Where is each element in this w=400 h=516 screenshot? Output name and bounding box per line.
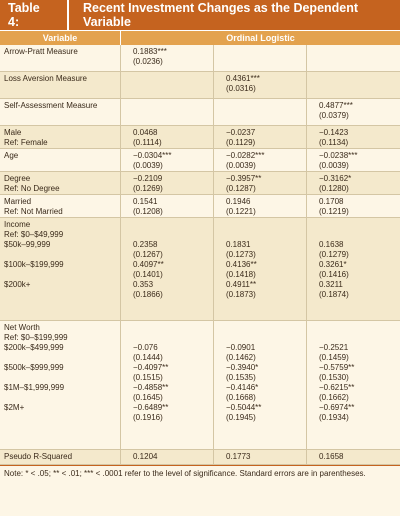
coefficient-value: 0.4136** [226,260,257,269]
coefficient-value: (0.1874) [319,290,349,299]
variable-cell [0,218,120,320]
variable-label [4,250,116,260]
coefficient-value: −0.076 [133,343,158,352]
coefficient-value: (0.1401) [133,270,163,279]
model-column-header: Ordinal Logistic [226,33,295,43]
model2-cell [213,321,306,449]
table-row [0,99,400,126]
model1-cell [120,45,213,71]
model1-cell [120,218,213,320]
variable-label [4,373,116,383]
coefficient-value: 0.1204 [133,452,158,461]
model1-cell [120,99,213,125]
coefficient-value: −0.3957** [226,174,262,183]
coefficient-value: (0.1267) [133,250,163,259]
coefficient-value: −0.3162* [319,174,352,183]
coefficient-value [133,220,209,230]
coefficient-value: (0.1416) [319,270,349,279]
coefficient-value: 0.1946 [226,197,251,206]
model3-cell [306,172,399,194]
coefficient-value: (0.1945) [226,413,256,422]
coefficient-value: (0.0236) [133,57,163,66]
table-row [0,195,400,218]
coefficient-value: (0.0316) [226,84,256,93]
coefficient-value: −0.4097** [133,363,169,372]
results-table [0,45,400,465]
table-note: Note: * < .05; ** < .01; *** < .0001 refer to the level of significance. Standard errors are in parentheses. [0,465,400,482]
variable-label: $200k+ [4,280,31,289]
coefficient-value [319,84,395,94]
coefficient-value: 0.0468 [133,128,158,137]
coefficient-value: −0.1423 [319,128,349,137]
model1-cell [120,450,213,464]
coefficient-value: (0.0379) [319,111,349,120]
coefficient-value: −0.4858** [133,383,169,392]
coefficient-value: (0.0039) [319,161,349,170]
model1-cell [120,72,213,98]
variable-label: Ref: Not Married [4,207,63,216]
coefficient-value: (0.1934) [319,413,349,422]
model3-cell [306,195,399,217]
coefficient-value [319,333,395,343]
variable-label [4,393,116,403]
coefficient-value: 0.3261* [319,260,347,269]
table-row [0,321,400,450]
variable-label [4,111,116,121]
coefficient-value [226,47,302,57]
model2-cell [213,218,306,320]
coefficient-value: −0.2521 [319,343,349,352]
variable-cell [0,45,120,71]
model3-cell [306,321,399,449]
coefficient-value: −0.5044** [226,403,262,412]
model3-cell [306,99,399,125]
model3-cell [306,72,399,98]
coefficient-value: (0.1129) [226,138,256,147]
variable-label [4,353,116,363]
coefficient-value: −0.4146* [226,383,259,392]
model2-cell [213,126,306,148]
coefficient-value [319,323,395,333]
model2-cell [213,195,306,217]
coefficient-value [133,101,209,111]
variable-label: Ref: Female [4,138,48,147]
coefficient-value: −0.6489** [133,403,169,412]
table-row [0,218,400,321]
coefficient-value: −0.0304*** [133,151,172,160]
coefficient-value: (0.1916) [133,413,163,422]
coefficient-value [226,111,302,121]
coefficient-value [319,47,395,57]
coefficient-value: −0.6215** [319,383,355,392]
variable-label: $200k–$499,999 [4,343,64,352]
coefficient-value [133,74,209,84]
model1-cell [120,172,213,194]
variable-label: $50k–99,999 [4,240,51,249]
column-headers [0,30,400,45]
coefficient-value: −0.5759** [319,363,355,372]
variable-label: Ref: $0–$199,999 [4,333,68,342]
table-number: Table 4: [0,0,69,30]
model1-cell [120,149,213,171]
coefficient-value: (0.1515) [133,373,163,382]
variable-cell [0,195,120,217]
model3-cell [306,218,399,320]
coefficient-value: 0.4911** [226,280,257,289]
coefficient-value: 0.1541 [133,197,158,206]
model1-cell [120,195,213,217]
variable-label: Net Worth [4,323,40,332]
coefficient-value: 0.1773 [226,452,251,461]
coefficient-value: (0.1645) [133,393,163,402]
coefficient-value [226,101,302,111]
variable-label: Age [4,151,19,160]
variable-label: Degree [4,174,31,183]
model2-cell [213,45,306,71]
coefficient-value: −0.6974** [319,403,355,412]
variable-column-header: Variable [0,31,121,45]
coefficient-value: (0.1462) [226,353,256,362]
table-header [0,0,400,30]
coefficient-value [226,323,302,333]
model2-cell [213,450,306,464]
variable-label: $500k–$999,999 [4,363,64,372]
coefficient-value: (0.1535) [226,373,256,382]
model3-cell [306,450,399,464]
variable-label [4,161,116,171]
coefficient-value: (0.0039) [226,161,256,170]
coefficient-value [226,230,302,240]
coefficient-value: (0.1418) [226,270,256,279]
coefficient-value: −0.0238*** [319,151,358,160]
coefficient-value [133,111,209,121]
coefficient-value: −0.0237 [226,128,256,137]
coefficient-value: 0.1658 [319,452,344,461]
coefficient-value: (0.0039) [133,161,163,170]
coefficient-value: (0.1269) [133,184,163,193]
coefficient-value: −0.3940* [226,363,259,372]
coefficient-value: (0.1873) [226,290,256,299]
variable-cell [0,72,120,98]
coefficient-value: (0.1530) [319,373,349,382]
variable-label: Self-Assessment Measure [4,101,98,110]
variable-label [4,413,116,423]
table-row [0,149,400,172]
coefficient-value: (0.1459) [319,353,349,362]
variable-cell [0,321,120,449]
variable-label: Ref: $0–$49,999 [4,230,64,239]
coefficient-value: 0.353 [133,280,154,289]
variable-label: Income [4,220,31,229]
coefficient-value: (0.1219) [319,207,349,216]
model1-cell [120,321,213,449]
variable-label: Male [4,128,22,137]
coefficient-value: 0.4877*** [319,101,353,110]
table-row [0,450,400,465]
variable-label: $2M+ [4,403,25,412]
variable-label: Married [4,197,32,206]
coefficient-value [319,57,395,67]
coefficient-value [319,74,395,84]
coefficient-value: (0.1668) [226,393,256,402]
coefficient-value: −0.2109 [133,174,163,183]
variable-label [4,84,116,94]
coefficient-value [133,84,209,94]
coefficient-value [226,57,302,67]
table-row [0,172,400,195]
variable-label: Loss Aversion Measure [4,74,88,83]
coefficient-value: 0.1831 [226,240,251,249]
model3-cell [306,45,399,71]
model1-cell [120,126,213,148]
coefficient-value: 0.1883*** [133,47,167,56]
variable-cell [0,450,120,464]
coefficient-value: (0.1280) [319,184,349,193]
table-title: Recent Investment Changes as the Dependent Variable [82,1,359,29]
coefficient-value: −0.0901 [226,343,256,352]
model3-cell [306,126,399,148]
coefficient-value: (0.1287) [226,184,256,193]
table-row [0,72,400,99]
variable-cell [0,126,120,148]
model2-cell [213,172,306,194]
model2-cell [213,99,306,125]
variable-label: $100k–$199,999 [4,260,64,269]
model3-cell [306,149,399,171]
coefficient-value: (0.1866) [133,290,163,299]
coefficient-value: (0.1662) [319,393,349,402]
coefficient-value: 0.4097** [133,260,164,269]
variable-cell [0,172,120,194]
coefficient-value: (0.1444) [133,353,163,362]
coefficient-value [133,333,209,343]
coefficient-value [226,220,302,230]
coefficient-value: (0.1221) [226,207,256,216]
variable-label: Ref: No Degree [4,184,60,193]
table-row [0,45,400,72]
model2-cell [213,149,306,171]
variable-cell [0,149,120,171]
model2-cell [213,72,306,98]
coefficient-value [319,230,395,240]
coefficient-value: 0.4361*** [226,74,260,83]
coefficient-value: (0.1279) [319,250,349,259]
coefficient-value: 0.3211 [319,280,343,289]
coefficient-value: (0.1273) [226,250,256,259]
coefficient-value [319,220,395,230]
coefficient-value: 0.1638 [319,240,344,249]
variable-label: $1M–$1,999,999 [4,383,65,392]
variable-label [4,270,116,280]
variable-label: Pseudo R-Squared [4,452,73,461]
table-row [0,126,400,149]
coefficient-value: (0.1208) [133,207,163,216]
coefficient-value [133,323,209,333]
coefficient-value: 0.2358 [133,240,158,249]
coefficient-value: 0.1708 [319,197,344,206]
variable-label [4,290,116,300]
coefficient-value: (0.1134) [319,138,349,147]
variable-cell [0,99,120,125]
variable-label: Arrow-Pratt Measure [4,47,78,56]
coefficient-value [133,230,209,240]
coefficient-value: −0.0282*** [226,151,265,160]
coefficient-value [226,333,302,343]
coefficient-value: (0.1114) [133,138,162,147]
variable-label [4,57,116,67]
